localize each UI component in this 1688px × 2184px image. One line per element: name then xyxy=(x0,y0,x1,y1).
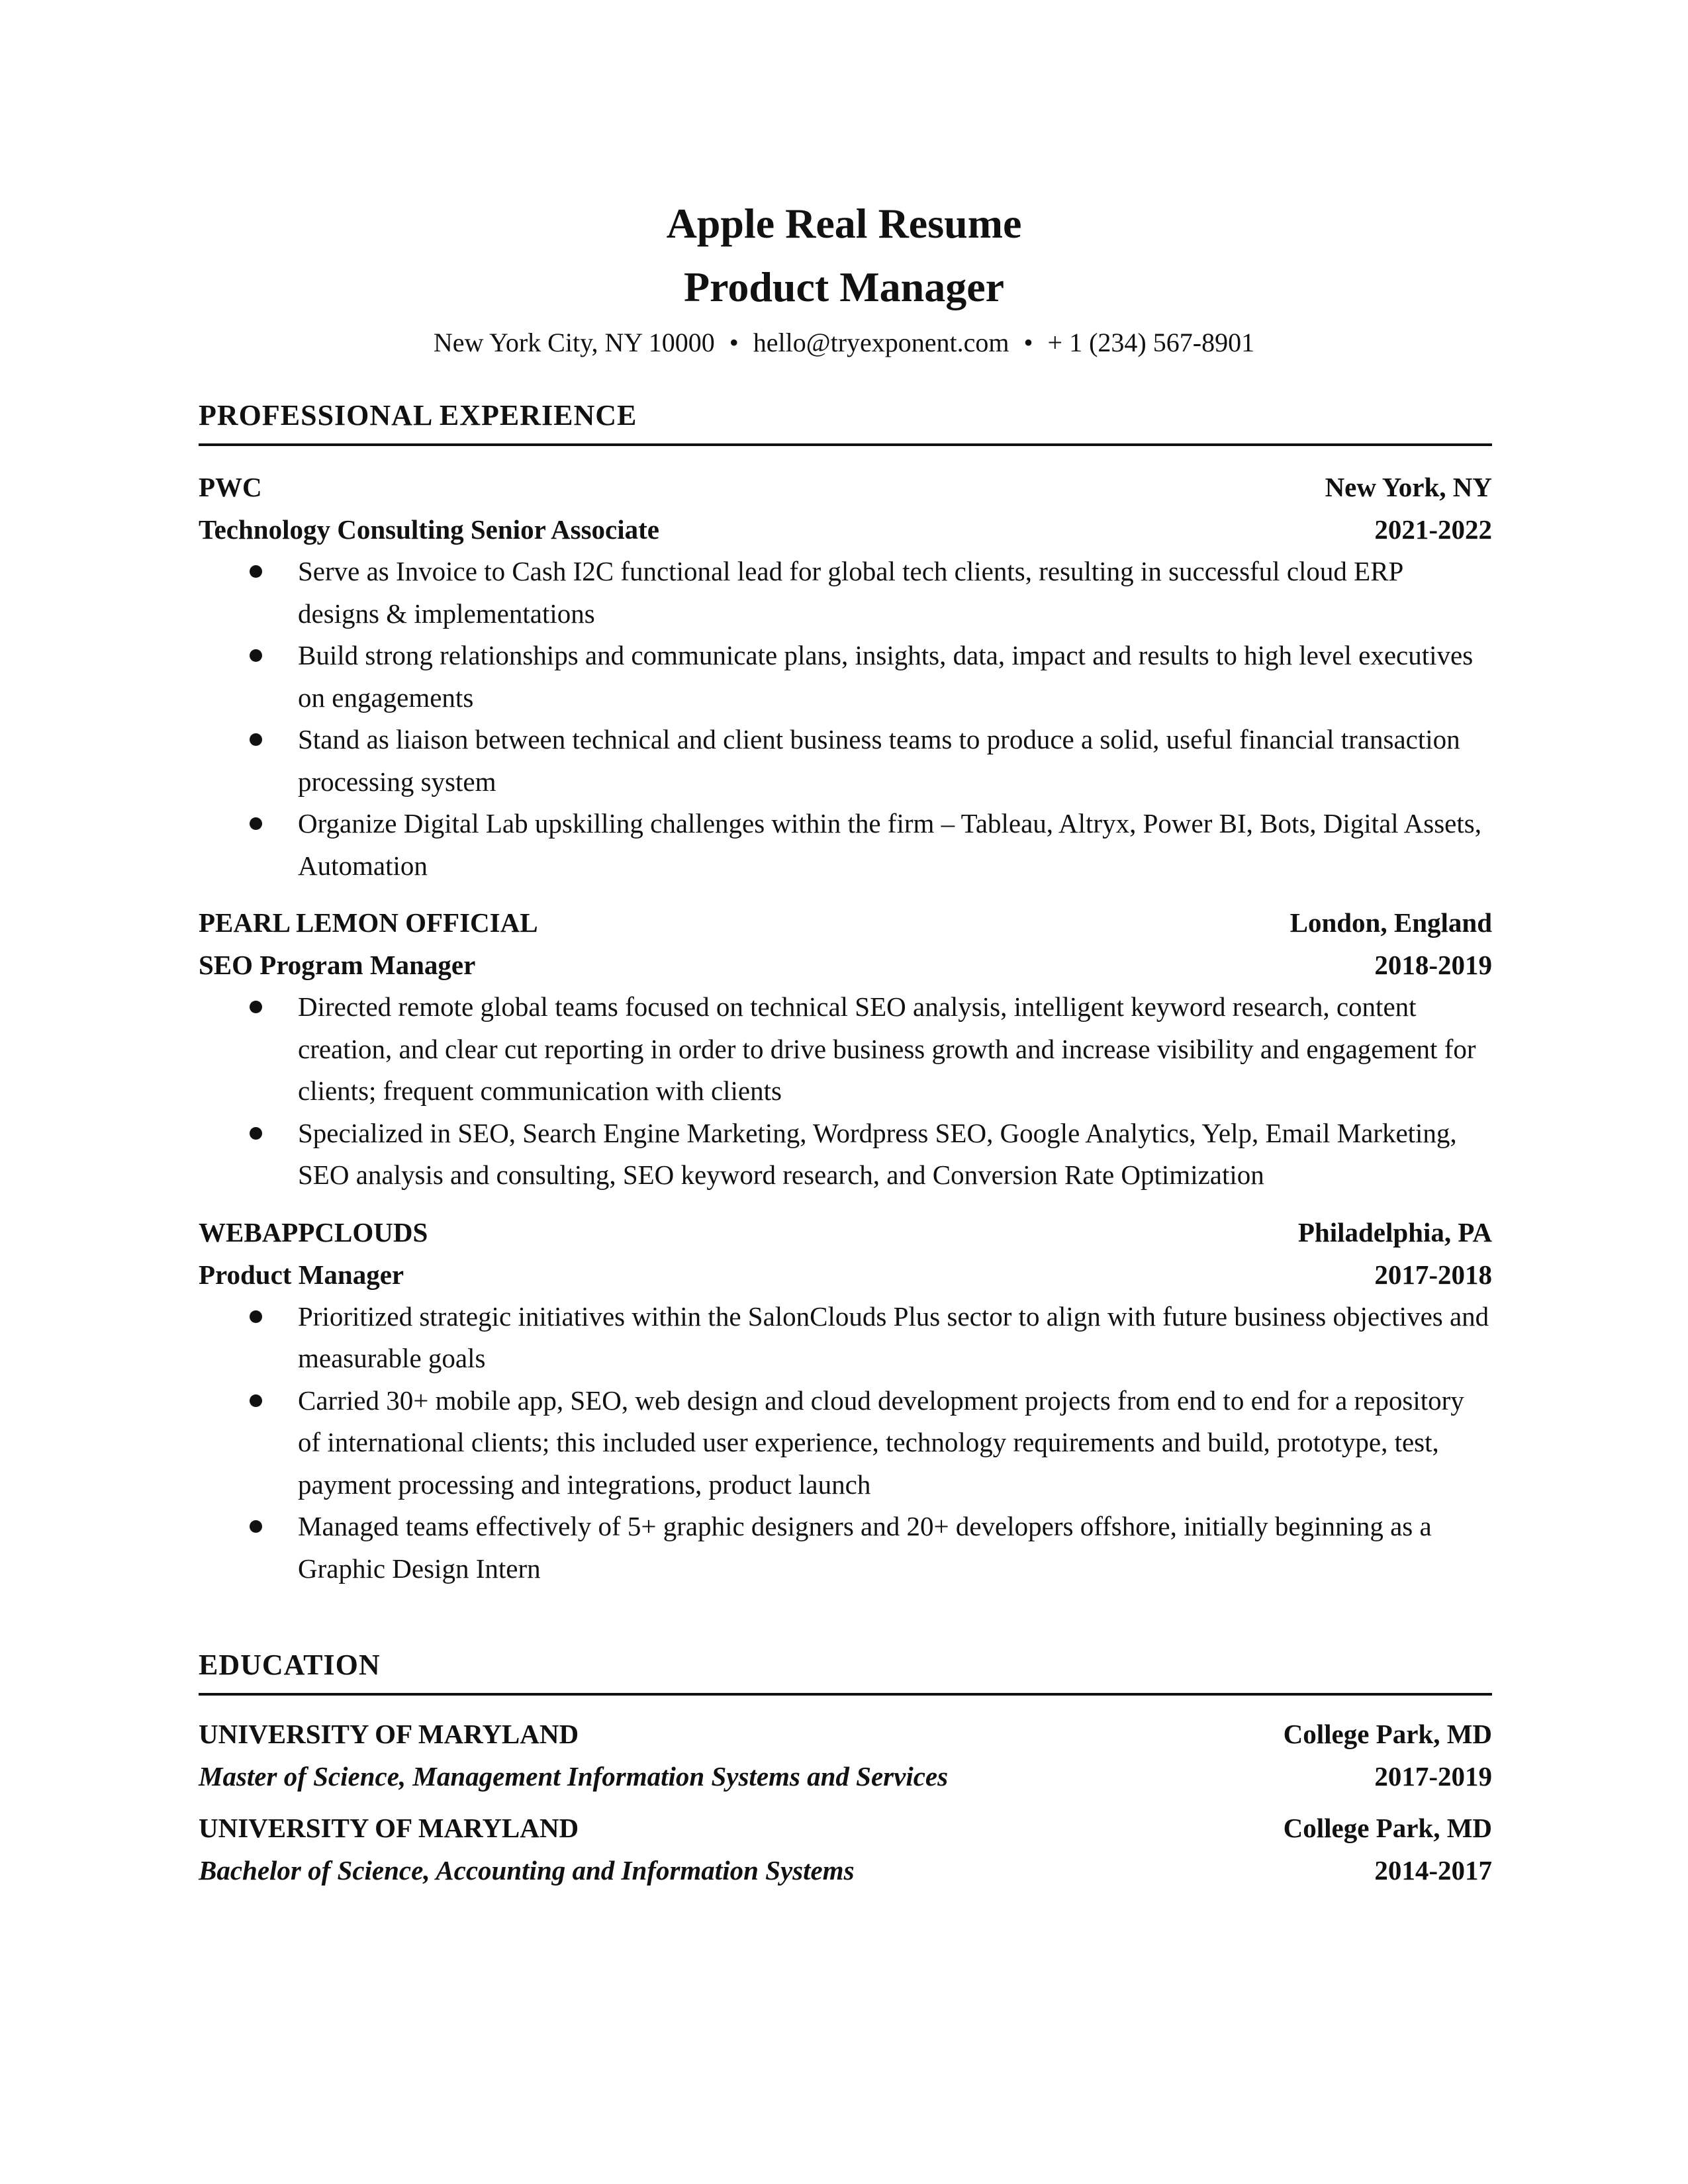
bullet-text: Serve as Invoice to Cash I2C functional lead for global tech clients, resulting in successful cloud ERP designs & implementations xyxy=(298,556,1403,629)
job-role-row xyxy=(199,944,1492,986)
job-bullets xyxy=(199,986,1492,1197)
job-company: PWC xyxy=(199,472,262,502)
bullet-item xyxy=(199,1380,1489,1506)
bullet-text: Managed teams effectively of 5+ graphic designers and 20+ developers offshore, initially beginning as a Graphic Design Intern xyxy=(298,1511,1432,1584)
contact-phone[interactable]: + 1 (234) 567-8901 xyxy=(1047,328,1255,357)
job-bullets xyxy=(199,1296,1492,1590)
job-role: SEO Program Manager xyxy=(199,950,476,980)
education-section xyxy=(199,1645,1492,1891)
job-entry xyxy=(199,466,1492,887)
bullet-text: Organize Digital Lab upskilling challenges within the firm – Tableau, Altryx, Power BI, Bots, Digital Assets, Automation xyxy=(298,808,1481,881)
job-header-row xyxy=(199,466,1492,508)
bullet-item xyxy=(199,719,1489,803)
bullet-item xyxy=(199,1296,1489,1380)
degree-dates: 2017-2019 xyxy=(1374,1761,1492,1792)
school-name: UNIVERSITY OF MARYLAND xyxy=(199,1813,579,1843)
bullet-dot-icon xyxy=(250,649,262,662)
resume-title: Product Manager xyxy=(683,263,1005,310)
bullet-text: Build strong relationships and communicate plans, insights, data, impact and results to high level executives on engagements xyxy=(298,640,1474,713)
section-heading: EDUCATION xyxy=(199,1649,381,1681)
job-entry xyxy=(199,1211,1492,1590)
resume-header xyxy=(0,192,1688,361)
job-dates: 2018-2019 xyxy=(1374,950,1492,980)
resume-name: Apple Real Resume xyxy=(666,200,1022,247)
section-divider xyxy=(199,1693,1492,1696)
section-heading: PROFESSIONAL EXPERIENCE xyxy=(199,399,637,432)
bullet-dot-icon xyxy=(250,1520,262,1533)
job-location: London, England xyxy=(1289,907,1492,938)
school-location: College Park, MD xyxy=(1283,1813,1492,1843)
degree-name: Bachelor of Science, Accounting and Information Systems xyxy=(199,1855,855,1886)
bullet-text: Stand as liaison between technical and client business teams to produce a solid, useful financial transaction processing system xyxy=(298,724,1460,797)
education-entry xyxy=(199,1713,1492,1797)
school-location: College Park, MD xyxy=(1283,1719,1492,1749)
job-company: WEBAPPCLOUDS xyxy=(199,1216,428,1248)
job-dates: 2021-2022 xyxy=(1374,514,1492,545)
bullet-text: Specialized in SEO, Search Engine Marketing, Wordpress SEO, Google Analytics, Yelp, Email Marketing, SEO analysis and consulting, SEO keyword research, and Conversion Rate Optimization xyxy=(298,1117,1457,1190)
bullet-item xyxy=(199,803,1489,887)
bullet-dot-icon xyxy=(250,1310,262,1323)
bullet-item xyxy=(199,1113,1489,1197)
bullet-dot-icon xyxy=(250,1127,262,1140)
school-row xyxy=(199,1807,1492,1849)
job-header-row xyxy=(199,1211,1492,1253)
job-role-row xyxy=(199,1253,1492,1296)
job-location: New York, NY xyxy=(1325,472,1492,502)
bullet-dot-icon xyxy=(250,565,262,578)
bullet-text: Directed remote global teams focused on technical SEO analysis, intelligent keyword research, content creation, and clear cut reporting in order to drive business growth and increase visibility and engagement for clients; frequent communication with clients xyxy=(298,991,1476,1106)
contact-line xyxy=(0,324,1688,361)
bullet-text: Carried 30+ mobile app, SEO, web design and cloud development projects from end to end for a repository of international clients; this included user experience, technology requirements and build, prototype, test, payment processing and integrations, product launch xyxy=(298,1385,1464,1500)
job-role: Technology Consulting Senior Associate xyxy=(199,514,659,545)
contact-separator: • xyxy=(729,328,739,357)
job-dates: 2017-2018 xyxy=(1374,1259,1492,1290)
bullet-item xyxy=(199,986,1489,1113)
experience-section xyxy=(199,396,1492,1590)
job-location: Philadelphia, PA xyxy=(1297,1216,1492,1248)
job-header-row xyxy=(199,901,1492,944)
degree-row xyxy=(199,1755,1492,1797)
bullet-item xyxy=(199,551,1489,635)
contact-email[interactable]: hello@tryexponent.com xyxy=(753,328,1009,357)
bullet-dot-icon xyxy=(250,1394,262,1407)
section-divider xyxy=(199,443,1492,446)
bullet-item xyxy=(199,635,1489,719)
degree-dates: 2014-2017 xyxy=(1374,1855,1492,1886)
job-bullets xyxy=(199,551,1492,887)
school-row xyxy=(199,1713,1492,1755)
bullet-dot-icon xyxy=(250,1001,262,1013)
job-role-row xyxy=(199,508,1492,551)
job-entry xyxy=(199,901,1492,1197)
school-name: UNIVERSITY OF MARYLAND xyxy=(199,1719,579,1749)
job-company: PEARL LEMON OFFICIAL xyxy=(199,907,538,938)
bullet-text: Prioritized strategic initiatives within the SalonClouds Plus sector to align with future business objectives and measurable goals xyxy=(298,1300,1489,1373)
job-role: Product Manager xyxy=(199,1259,404,1290)
bullet-dot-icon xyxy=(250,817,262,830)
degree-name: Master of Science, Management Information Systems and Services xyxy=(199,1761,949,1792)
degree-row xyxy=(199,1849,1492,1891)
bullet-dot-icon xyxy=(250,733,262,746)
education-entry xyxy=(199,1807,1492,1891)
contact-location: New York City, NY 10000 xyxy=(433,328,715,357)
contact-separator: • xyxy=(1023,328,1033,357)
bullet-item xyxy=(199,1506,1489,1590)
